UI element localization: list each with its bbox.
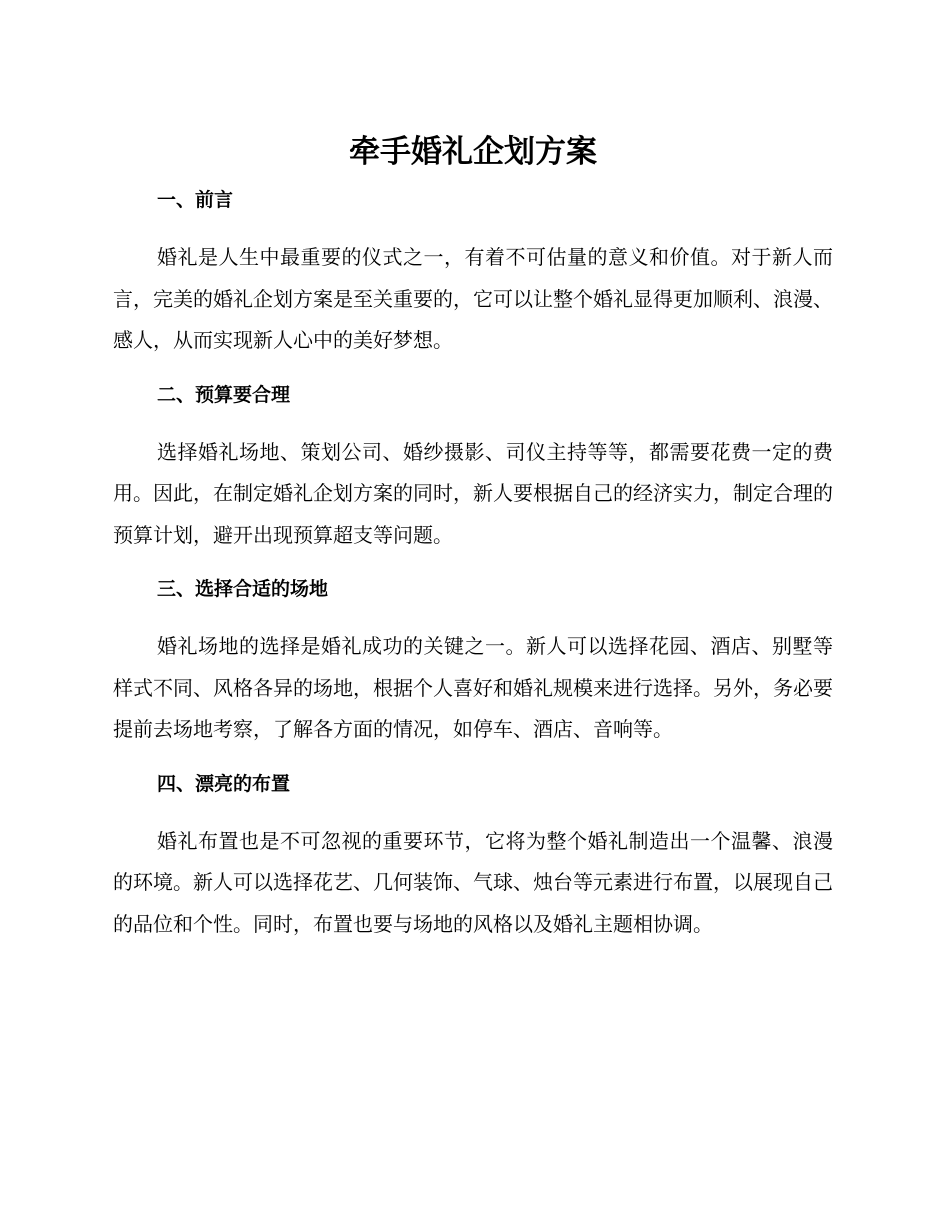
section-budget	[113, 377, 833, 557]
section-heading: 二、预算要合理	[157, 383, 291, 406]
section-paragraph: 婚礼布置也是不可忽视的重要环节，它将为整个婚礼制造出一个温馨、浪漫的环境。新人可以选择花艺、几何装饰、气球、烛台等元素进行布置，以展现自己的品位和个性。同时，布置也要与场地的风格以及婚礼主题相协调。	[113, 828, 833, 936]
section-decoration	[113, 766, 833, 946]
section-heading: 四、漂亮的布置	[157, 772, 291, 795]
section-paragraph: 婚礼场地的选择是婚礼成功的关键之一。新人可以选择花园、酒店、别墅等样式不同、风格各异的场地，根据个人喜好和婚礼规模来进行选择。另外，务必要提前去场地考察，了解各方面的情况，如停车、酒店、音响等。	[113, 634, 833, 741]
document-title: 牵手婚礼企划方案	[349, 134, 597, 170]
section-paragraph: 婚礼是人生中最重要的仪式之一，有着不可估量的意义和价值。对于新人而言，完美的婚礼企划方案是至关重要的，它可以让整个婚礼显得更加顺利、浪漫、感人，从而实现新人心中的美好梦想。	[113, 245, 833, 352]
document-content	[113, 122, 833, 945]
section-venue	[113, 571, 833, 751]
section-preface	[113, 182, 833, 362]
section-paragraph: 选择婚礼场地、策划公司、婚纱摄影、司仪主持等等，都需要花费一定的费用。因此，在制定婚礼企划方案的同时，新人要根据自己的经济实力，制定合理的预算计划，避开出现预算超支等问题。	[113, 439, 833, 547]
section-heading: 三、选择合适的场地	[157, 578, 329, 600]
section-heading: 一、前言	[157, 189, 234, 211]
